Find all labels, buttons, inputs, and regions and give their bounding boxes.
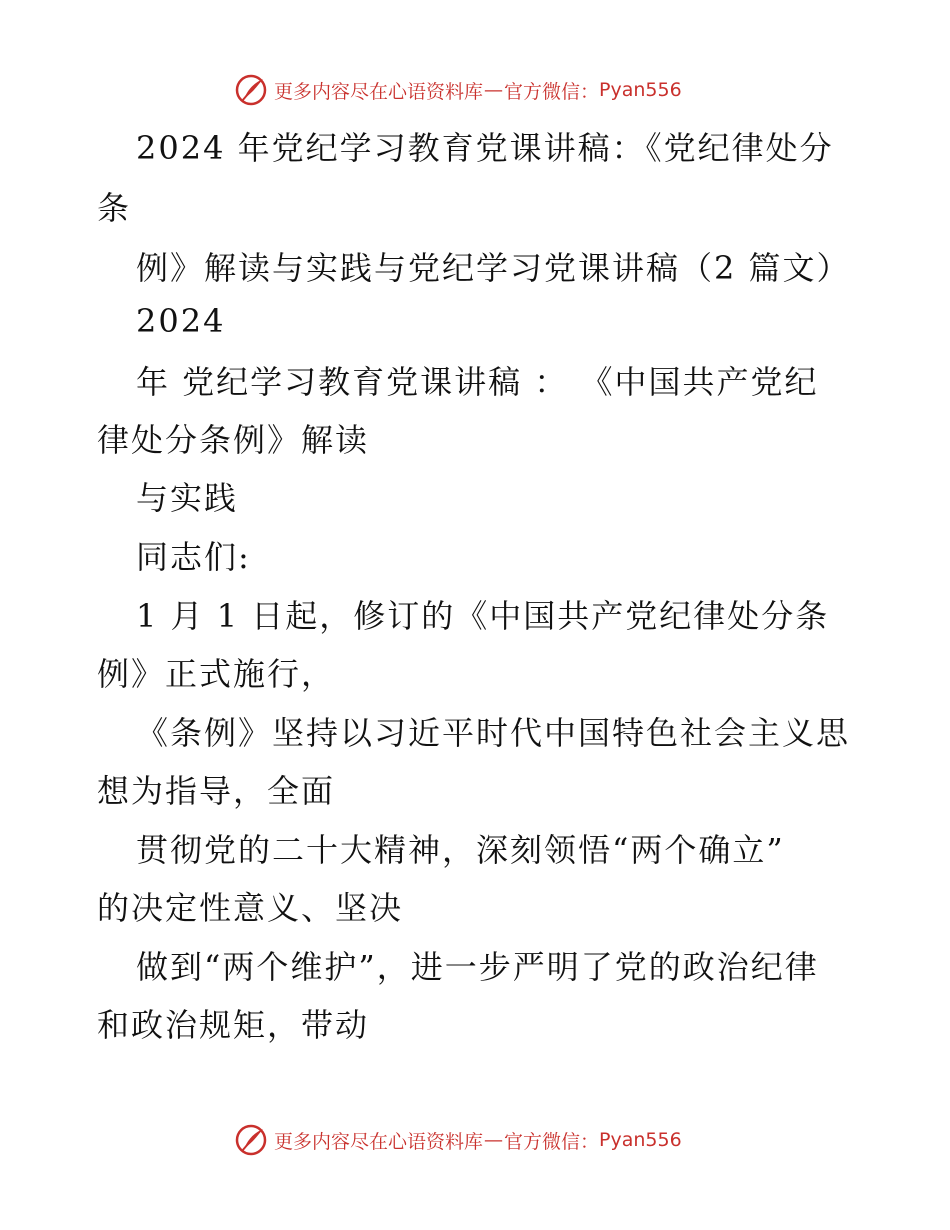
text-line: 与实践 [136, 479, 239, 517]
watermark-wechat-id: Pyan556 [599, 1129, 682, 1151]
text-line: 例》正式施行， [97, 655, 336, 693]
text-line: 想为指导，全面 [97, 772, 336, 810]
text-line: 做到“两个维护”，进一步严明了党的政治纪律 [136, 948, 819, 986]
text-line: 的决定性意义、坚决 [97, 889, 404, 927]
text-line: 1 月 1 日起，修订的《中国共产党纪律处分条 [136, 597, 830, 635]
watermark-wechat-label: 官方微信： [504, 80, 600, 103]
feather-logo-icon [234, 1123, 268, 1157]
text-line: 《条例》坚持以习近平时代中国特色社会主义思 [136, 714, 851, 752]
text-line: 律处分条例》解读 [97, 421, 370, 459]
text-line: 2024 [136, 302, 226, 340]
watermark-wechat-id: Pyan556 [599, 79, 682, 101]
text-line: 和政治规矩，带动 [97, 1006, 370, 1044]
watermark-separator: — [484, 1129, 504, 1151]
text-line: 贯彻党的二十大精神，深刻领悟“两个确立” [136, 831, 785, 869]
text-line: 年 党纪学习教育党课讲稿 ： 《中国共产党纪 [136, 363, 819, 401]
watermark-separator: — [484, 79, 504, 101]
text-line: 2024 年党纪学习教育党课讲稿：《党纪律处分 [136, 129, 834, 167]
text-line: 例》解读与实践与党纪学习党课讲稿（2 篇文） [136, 249, 851, 287]
feather-logo-icon [234, 73, 268, 107]
watermark-site-name: 更多内容尽在心语资料库 [274, 80, 484, 103]
header-watermark [234, 70, 682, 110]
text-line: 同志们: [136, 538, 251, 576]
watermark-site-name: 更多内容尽在心语资料库 [274, 1130, 484, 1153]
text-line: 条 [97, 189, 132, 227]
watermark-wechat-label: 官方微信： [504, 1130, 600, 1153]
footer-watermark [234, 1120, 682, 1160]
